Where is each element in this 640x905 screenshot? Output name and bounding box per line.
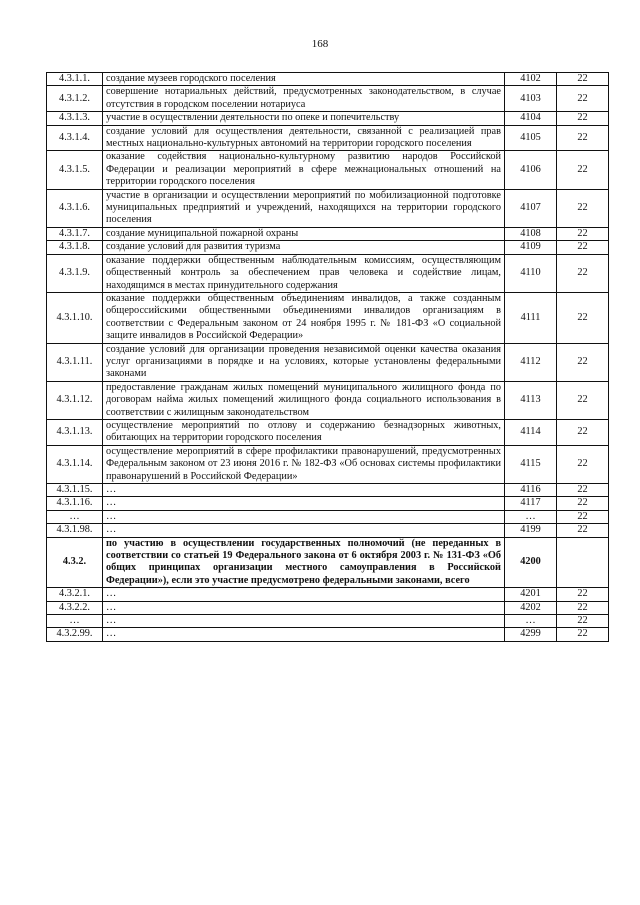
row-line-code: 4104 (505, 112, 557, 125)
row-value: 22 (557, 497, 609, 510)
row-description: предоставление гражданам жилых помещений муниципального жилищного фонда по договорам найма жилых помещений жилищного фонда социального использования в соответствии с жилищным законодательством (103, 381, 505, 419)
row-description: совершение нотариальных действий, предусмотренных законодательством, в случае отсутствия в городском поселении нотариуса (103, 86, 505, 112)
row-code: 4.3.2.1. (47, 588, 103, 601)
table-row (47, 189, 609, 227)
row-value: 22 (557, 601, 609, 614)
row-line-code: 4107 (505, 189, 557, 227)
row-value: 22 (557, 510, 609, 523)
row-code: 4.3.1.1. (47, 73, 103, 86)
row-value: 22 (557, 125, 609, 151)
row-line-code: 4199 (505, 524, 557, 537)
row-description: участие в организации и осуществлении мероприятий по мобилизационной подготовке муниципальных предприятий и учреждений, находящихся на территории городского поселения (103, 189, 505, 227)
table-row (47, 343, 609, 381)
row-line-code: 4108 (505, 227, 557, 240)
row-value: 22 (557, 227, 609, 240)
row-line-code: 4102 (505, 73, 557, 86)
row-code: 4.3.1.12. (47, 381, 103, 419)
table-row (47, 73, 609, 86)
row-code: 4.3.1.11. (47, 343, 103, 381)
row-value: 22 (557, 615, 609, 628)
row-line-code: 4201 (505, 588, 557, 601)
row-code: 4.3.1.3. (47, 112, 103, 125)
row-value: 22 (557, 112, 609, 125)
table-row (47, 524, 609, 537)
row-value: 22 (557, 588, 609, 601)
row-line-code: 4116 (505, 484, 557, 497)
table-row (47, 227, 609, 240)
row-code: 4.3.2. (47, 537, 103, 588)
table-row (47, 588, 609, 601)
row-line-code: 4299 (505, 628, 557, 641)
table-row (47, 86, 609, 112)
row-code: 4.3.1.9. (47, 254, 103, 292)
table-row (47, 419, 609, 445)
row-line-code: … (505, 615, 557, 628)
table-row (47, 484, 609, 497)
row-line-code: 4105 (505, 125, 557, 151)
row-code: 4.3.1.16. (47, 497, 103, 510)
row-description: … (103, 601, 505, 614)
row-code: 4.3.1.8. (47, 241, 103, 254)
row-description: создание музеев городского поселения (103, 73, 505, 86)
row-description: … (103, 588, 505, 601)
row-value: 22 (557, 419, 609, 445)
functions-table-body (47, 73, 609, 642)
row-value: 22 (557, 628, 609, 641)
row-description: оказание содействия национально-культурному развитию народов Российской Федерации и реализации мероприятий в сфере межнациональных отношений на территории городского поселения (103, 151, 505, 189)
row-description: участие в осуществлении деятельности по опеке и попечительству (103, 112, 505, 125)
row-code: … (47, 615, 103, 628)
row-description: … (103, 615, 505, 628)
row-description: оказание поддержки общественным наблюдательным комиссиям, осуществляющим общественный контроль за обеспечением прав человека и содействие лицам, находящимся в местах принудительного содержания (103, 254, 505, 292)
row-description: оказание поддержки общественным объединениям инвалидов, а также созданным общероссийскими общественными объединениями инвалидов организациям в соответствии с Федеральным законом от 24 ноября 1995 г. № 181-ФЗ «О социальной защите инвалидов в Российской Федерации» (103, 292, 505, 343)
table-row (47, 125, 609, 151)
row-line-code: 4202 (505, 601, 557, 614)
row-code: 4.3.1.7. (47, 227, 103, 240)
row-description: создание условий для организации проведения независимой оценки качества оказания услуг организациями в порядке и на условиях, которые установлены федеральными законами (103, 343, 505, 381)
row-line-code: 4109 (505, 241, 557, 254)
row-value: 22 (557, 381, 609, 419)
row-code: 4.3.1.14. (47, 445, 103, 483)
row-description: … (103, 484, 505, 497)
row-code: 4.3.1.5. (47, 151, 103, 189)
table-row (47, 497, 609, 510)
functions-table (46, 72, 609, 642)
row-value: 22 (557, 86, 609, 112)
table-row (47, 537, 609, 588)
row-line-code: 4111 (505, 292, 557, 343)
row-description: осуществление мероприятий по отлову и содержанию безнадзорных животных, обитающих на территории городского поселения (103, 419, 505, 445)
row-code: 4.3.1.98. (47, 524, 103, 537)
row-code: 4.3.1.4. (47, 125, 103, 151)
row-line-code: 4106 (505, 151, 557, 189)
row-code: 4.3.1.13. (47, 419, 103, 445)
row-code: 4.3.1.10. (47, 292, 103, 343)
table-row (47, 445, 609, 483)
table-row (47, 381, 609, 419)
row-line-code: 4110 (505, 254, 557, 292)
row-value: 22 (557, 241, 609, 254)
row-code: 4.3.1.15. (47, 484, 103, 497)
row-code: 4.3.2.99. (47, 628, 103, 641)
row-code: 4.3.2.2. (47, 601, 103, 614)
row-line-code: 4112 (505, 343, 557, 381)
table-row (47, 510, 609, 523)
row-value: 22 (557, 292, 609, 343)
row-description: осуществление мероприятий в сфере профилактики правонарушений, предусмотренных Федеральным законом от 23 июня 2016 г. № 182-ФЗ «Об основах системы профилактики правонарушений в Российской Федерации» (103, 445, 505, 483)
row-value: 22 (557, 524, 609, 537)
row-value: 22 (557, 151, 609, 189)
row-value: 22 (557, 73, 609, 86)
row-description: создание условий для осуществления деятельности, связанной с реализацией прав местных национально-культурных автономий на территории городского поселения (103, 125, 505, 151)
row-line-code: 4115 (505, 445, 557, 483)
row-description: … (103, 497, 505, 510)
page-number: 168 (311, 38, 329, 50)
row-code: 4.3.1.2. (47, 86, 103, 112)
table-row (47, 112, 609, 125)
row-value: 22 (557, 254, 609, 292)
row-value (557, 537, 609, 588)
row-line-code: 4114 (505, 419, 557, 445)
row-description: … (103, 524, 505, 537)
row-line-code: 4117 (505, 497, 557, 510)
table-row (47, 601, 609, 614)
row-description: … (103, 510, 505, 523)
row-value: 22 (557, 484, 609, 497)
row-line-code: 4113 (505, 381, 557, 419)
row-line-code: 4200 (505, 537, 557, 588)
table-row (47, 628, 609, 641)
row-line-code: 4103 (505, 86, 557, 112)
row-description: … (103, 628, 505, 641)
table-row (47, 151, 609, 189)
row-value: 22 (557, 445, 609, 483)
row-code: … (47, 510, 103, 523)
table-row (47, 254, 609, 292)
table-row (47, 241, 609, 254)
row-description: создание условий для развития туризма (103, 241, 505, 254)
row-description: создание муниципальной пожарной охраны (103, 227, 505, 240)
row-code: 4.3.1.6. (47, 189, 103, 227)
row-value: 22 (557, 343, 609, 381)
table-row (47, 615, 609, 628)
row-description: по участию в осуществлении государственных полномочий (не переданных в соответствии со статьей 19 Федерального закона от 6 октября 2003 г. № 131-ФЗ «Об общих принципах организации местного самоуправления в Российской Федерации»), если это участие предусмотрено федеральными законами, всего (103, 537, 505, 588)
row-line-code: … (505, 510, 557, 523)
row-value: 22 (557, 189, 609, 227)
table-row (47, 292, 609, 343)
